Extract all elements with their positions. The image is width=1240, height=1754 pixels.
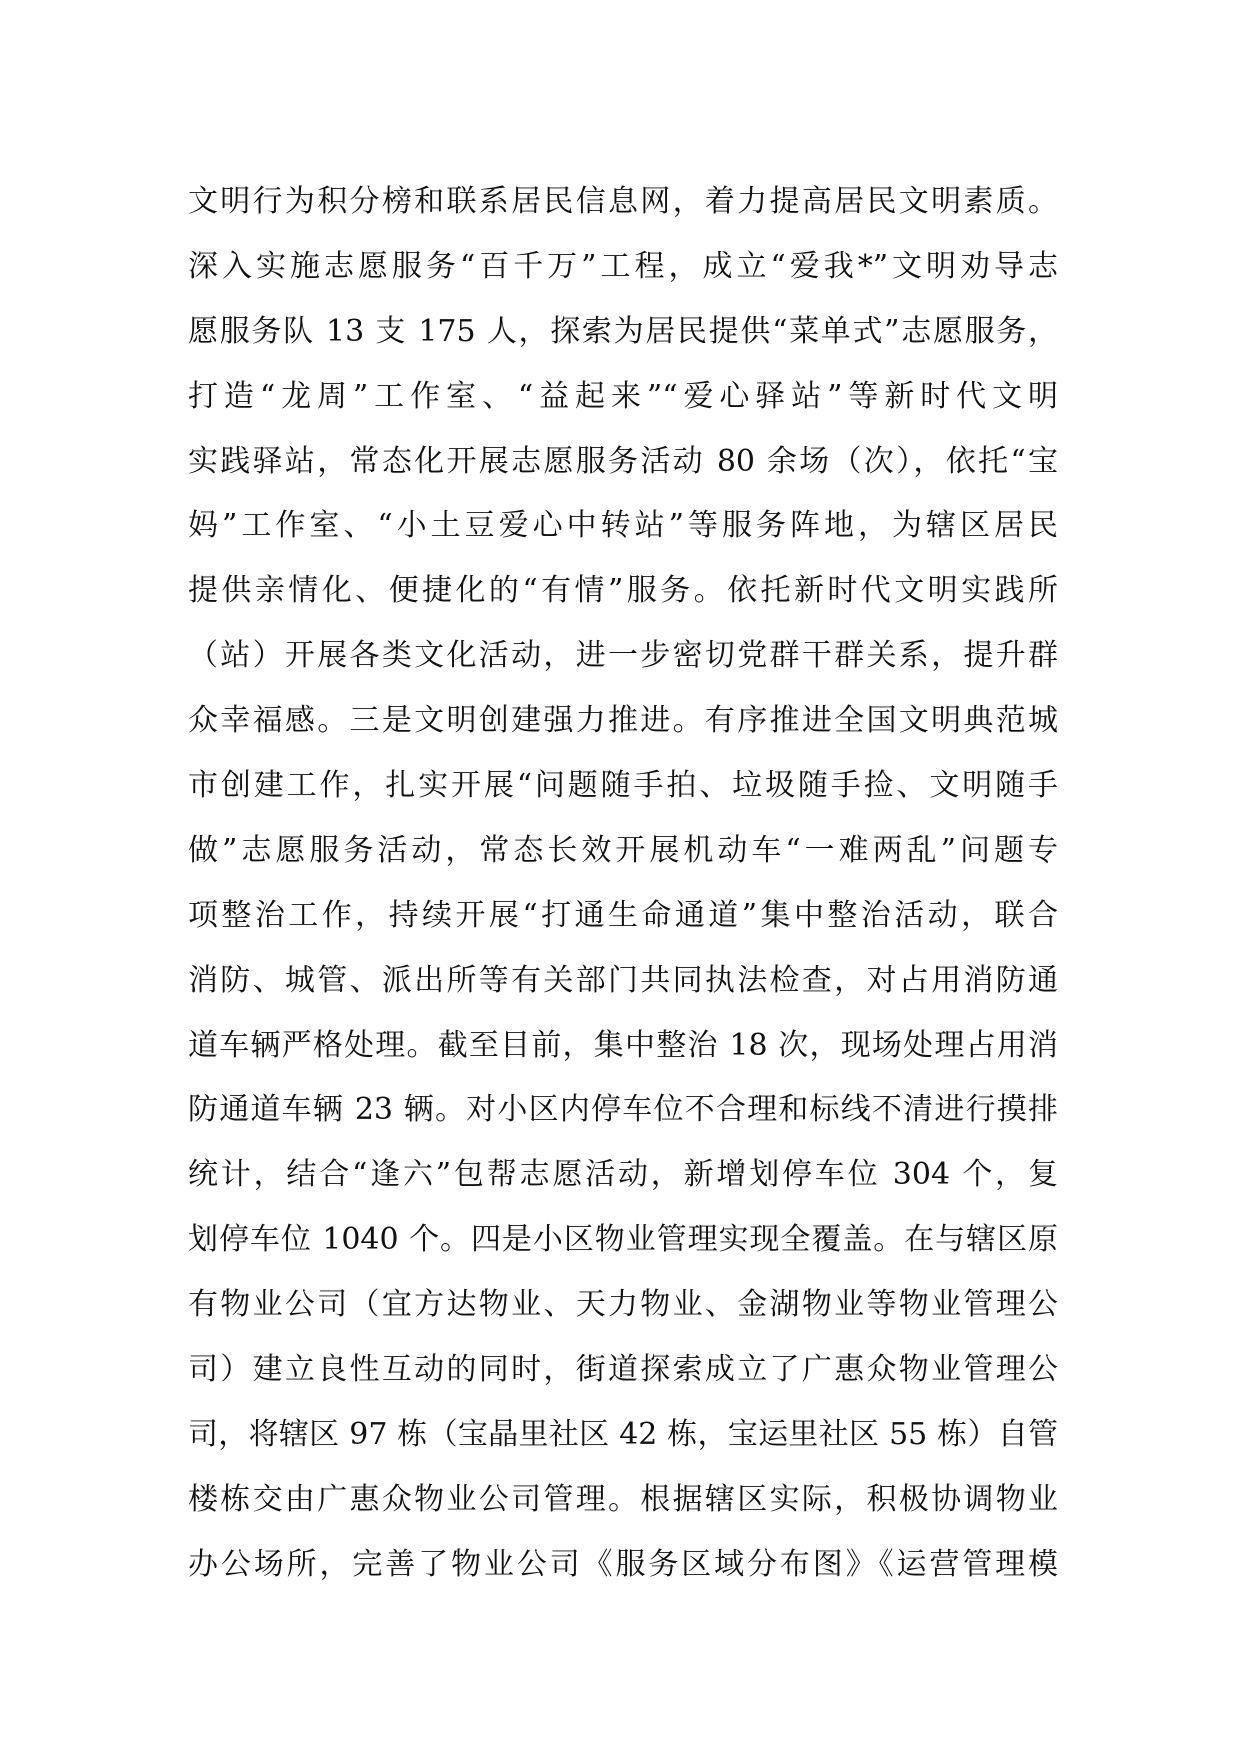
text-line: 防通道车辆 23 辆。对小区内停车位不合理和标线不清进行摸排 (188, 1092, 1058, 1128)
text-line: 消防、城管、派出所等有关部门共同执法检查，对占用消防通 (188, 962, 1058, 998)
text-line: 愿服务队 13 支 175 人，探索为居民提供“菜单式”志愿服务， (188, 313, 1058, 349)
text-line: 楼栋交由广惠众物业公司管理。根据辖区实际，积极协调物业 (188, 1481, 1058, 1517)
text-line: 道车辆严格处理。截至目前，集中整治 18 次，现场处理占用消 (188, 1027, 1058, 1063)
text-line: 有物业公司（宜方达物业、天力物业、金湖物业等物业管理公 (188, 1287, 1058, 1323)
text-line: 众幸福感。三是文明创建强力推进。有序推进全国文明典范城 (188, 703, 1058, 739)
text-line: 做”志愿服务活动，常态长效开展机动车“一难两乱”问题专 (188, 832, 1058, 868)
text-line: 项整治工作，持续开展“打通生命通道”集中整治活动，联合 (188, 897, 1058, 933)
text-line: （站）开展各类文化活动，进一步密切党群干群关系，提升群 (188, 638, 1058, 674)
text-line: 妈”工作室、“小土豆爱心中转站”等服务阵地，为辖区居民 (188, 508, 1058, 544)
body-paragraph (188, 170, 1058, 1598)
text-line: 办公场所，完善了物业公司《服务区域分布图》《运营管理模 (188, 1546, 1058, 1582)
text-line: 划停车位 1040 个。四是小区物业管理实现全覆盖。在与辖区原 (188, 1222, 1058, 1258)
text-line: 提供亲情化、便捷化的“有情”服务。依托新时代文明实践所 (188, 573, 1058, 609)
text-line: 打造“龙周”工作室、“益起来”“爱心驿站”等新时代文明 (188, 378, 1058, 414)
text-line: 实践驿站，常态化开展志愿服务活动 80 余场（次），依托“宝 (188, 443, 1058, 479)
text-line: 统计，结合“逢六”包帮志愿活动，新增划停车位 304 个，复 (188, 1157, 1058, 1193)
text-line: 司）建立良性互动的同时，街道探索成立了广惠众物业管理公 (188, 1352, 1058, 1388)
text-line: 司，将辖区 97 栋（宝晶里社区 42 栋，宝运里社区 55 栋）自管 (188, 1416, 1058, 1452)
text-line: 深入实施志愿服务“百千万”工程，成立“爱我*”文明劝导志 (188, 248, 1058, 284)
text-line: 文明行为积分榜和联系居民信息网，着力提高居民文明素质。 (188, 184, 1058, 219)
text-line: 市创建工作，扎实开展“问题随手拍、垃圾随手捡、文明随手 (188, 768, 1058, 804)
